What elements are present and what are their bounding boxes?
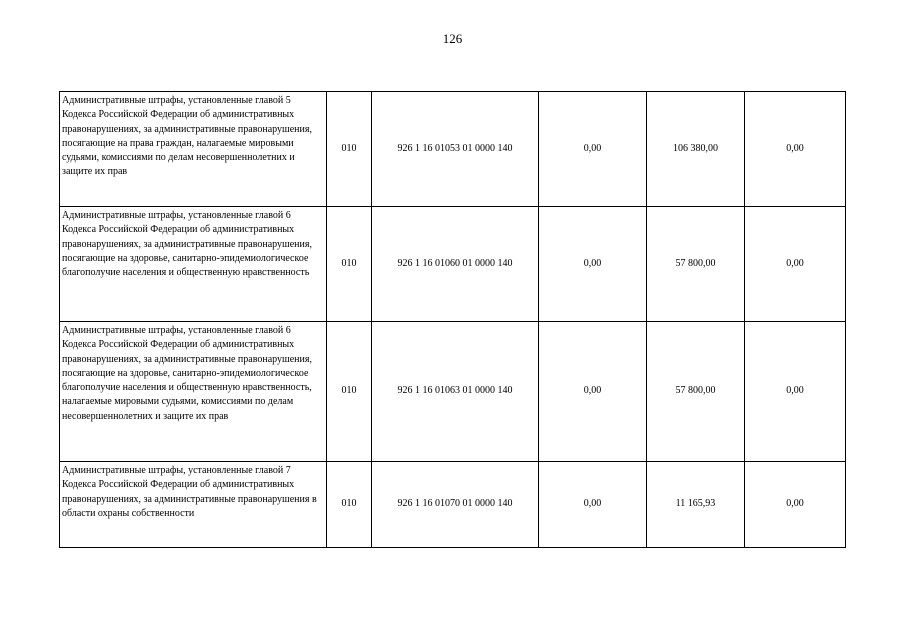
table-row <box>60 462 846 548</box>
budget-classification-code: 926 1 16 01063 01 0000 140 <box>372 322 539 462</box>
amount-cell-2: 11 165,93 <box>647 462 745 548</box>
amount-cell-3: 0,00 <box>745 322 846 462</box>
revenue-description: Административные штрафы, установленные главой 5 Кодекса Российской Федерации об административных правонарушениях, за административные правонарушения, посягающие на права граждан, налагаемые мировыми судьями, комиссиями по делам несовершеннолетних и защите их прав <box>60 92 327 207</box>
amount-cell-1: 0,00 <box>539 462 647 548</box>
revenue-table <box>59 91 846 548</box>
table-row <box>60 322 846 462</box>
administrator-code: 010 <box>327 92 372 207</box>
revenue-description: Административные штрафы, установленные главой 7 Кодекса Российской Федерации об административных правонарушениях, за административные правонарушения в области охраны собственности <box>60 462 327 548</box>
revenue-description: Административные штрафы, установленные главой 6 Кодекса Российской Федерации об административных правонарушениях, за административные правонарушения, посягающие на здоровье, санитарно-эпидемиологическое благополучие населения и общественную нравственность <box>60 207 327 322</box>
budget-classification-code: 926 1 16 01053 01 0000 140 <box>372 92 539 207</box>
budget-classification-code: 926 1 16 01070 01 0000 140 <box>372 462 539 548</box>
revenue-description: Административные штрафы, установленные главой 6 Кодекса Российской Федерации об административных правонарушениях, за административные правонарушения, посягающие на здоровье, санитарно-эпидемиологическое благополучие населения и общественную нравственность, налагаемые мировыми судьями, комиссиями по делам несовершеннолетних и защите их прав <box>60 322 327 462</box>
amount-cell-2: 57 800,00 <box>647 207 745 322</box>
amount-cell-3: 0,00 <box>745 462 846 548</box>
amount-cell-1: 0,00 <box>539 322 647 462</box>
amount-cell-2: 57 800,00 <box>647 322 745 462</box>
table-row <box>60 92 846 207</box>
administrator-code: 010 <box>327 322 372 462</box>
budget-classification-code: 926 1 16 01060 01 0000 140 <box>372 207 539 322</box>
amount-cell-1: 0,00 <box>539 207 647 322</box>
table-row <box>60 207 846 322</box>
amount-cell-3: 0,00 <box>745 207 846 322</box>
amount-cell-3: 0,00 <box>745 92 846 207</box>
amount-cell-1: 0,00 <box>539 92 647 207</box>
administrator-code: 010 <box>327 207 372 322</box>
page-number: 126 <box>442 31 463 46</box>
amount-cell-2: 106 380,00 <box>647 92 745 207</box>
administrator-code: 010 <box>327 462 372 548</box>
